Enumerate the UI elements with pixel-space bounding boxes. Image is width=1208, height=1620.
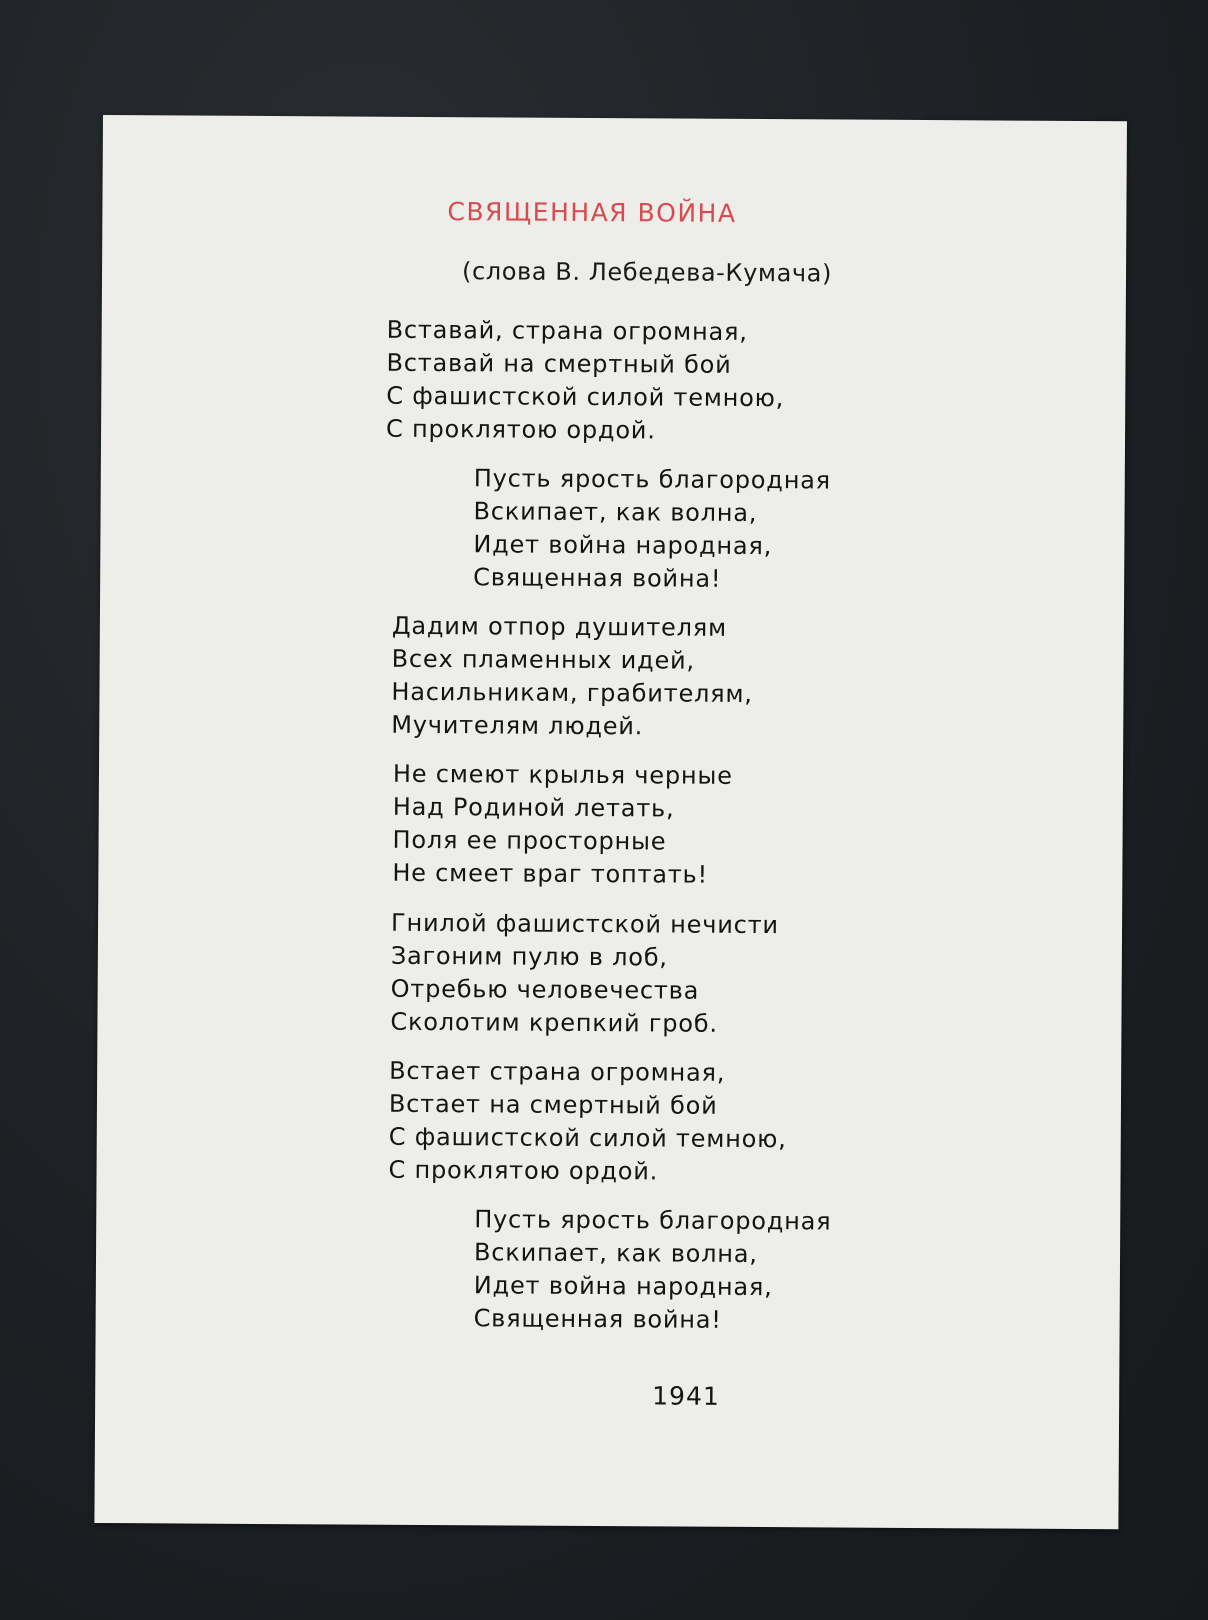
stanza-line: Поля ее просторные [392, 825, 667, 856]
song-year: 1941 [652, 1381, 720, 1411]
song-title: СВЯЩЕННАЯ ВОЙНА [447, 197, 737, 228]
stanza-line: Загоним пулю в лоб, [390, 941, 668, 972]
song-author: (слова В. Лебедева-Кумача) [461, 257, 833, 288]
stanza-line: Пусть ярость благородная [473, 464, 832, 495]
stanza-line: Встает на смертный бой [388, 1089, 718, 1120]
stanza-line: С фашистской силой темною, [388, 1122, 787, 1154]
stanza-line: С проклятою ордой. [386, 414, 656, 445]
stanza-line: Вскипает, как волна, [473, 1238, 758, 1269]
stanza-line: Не смеет враг топтать! [392, 858, 709, 889]
stanza-line: Вставай на смертный бой [386, 348, 732, 379]
song-card [94, 115, 1127, 1529]
stanza-line: Отребью человечества [390, 974, 700, 1005]
stanza-line: Гнилой фашистской нечисти [390, 908, 779, 940]
stanza-7-refrain [474, 1203, 832, 1337]
stanza-line: Насильникам, грабителям, [391, 677, 753, 708]
stanza-line: Идет война народная, [473, 1271, 773, 1302]
stanza-line: Не смеют крылья черные [392, 759, 733, 790]
stanza-4 [392, 758, 733, 892]
stanza-line: Вскипает, как волна, [473, 497, 758, 528]
stanza-line: С фашистской силой темною, [386, 381, 785, 413]
stanza-5 [390, 907, 779, 1041]
stanza-line: Священная война! [473, 1304, 722, 1334]
stanza-1 [386, 314, 785, 448]
stanza-line: Священная война! [473, 563, 722, 593]
stanza-line: Встает страна огромная, [389, 1056, 726, 1087]
stanza-2-refrain [473, 462, 831, 596]
stanza-line: Пусть ярость благородная [474, 1205, 832, 1236]
stanza-6 [388, 1055, 787, 1189]
stanza-line: Идет война народная, [473, 530, 773, 561]
stanza-line: Мучителям людей. [391, 710, 644, 741]
stanza-line: Над Родиной летать, [392, 792, 675, 823]
stanza-line: Сколотим крепкий гроб. [390, 1007, 718, 1038]
stanza-3 [391, 610, 753, 744]
stanza-line: Вставай, страна огромная, [386, 315, 748, 346]
stanza-line: Всех пламенных идей, [391, 644, 695, 675]
stanza-line: С проклятою ордой. [388, 1155, 659, 1186]
stanza-line: Дадим отпор душителям [391, 611, 728, 642]
